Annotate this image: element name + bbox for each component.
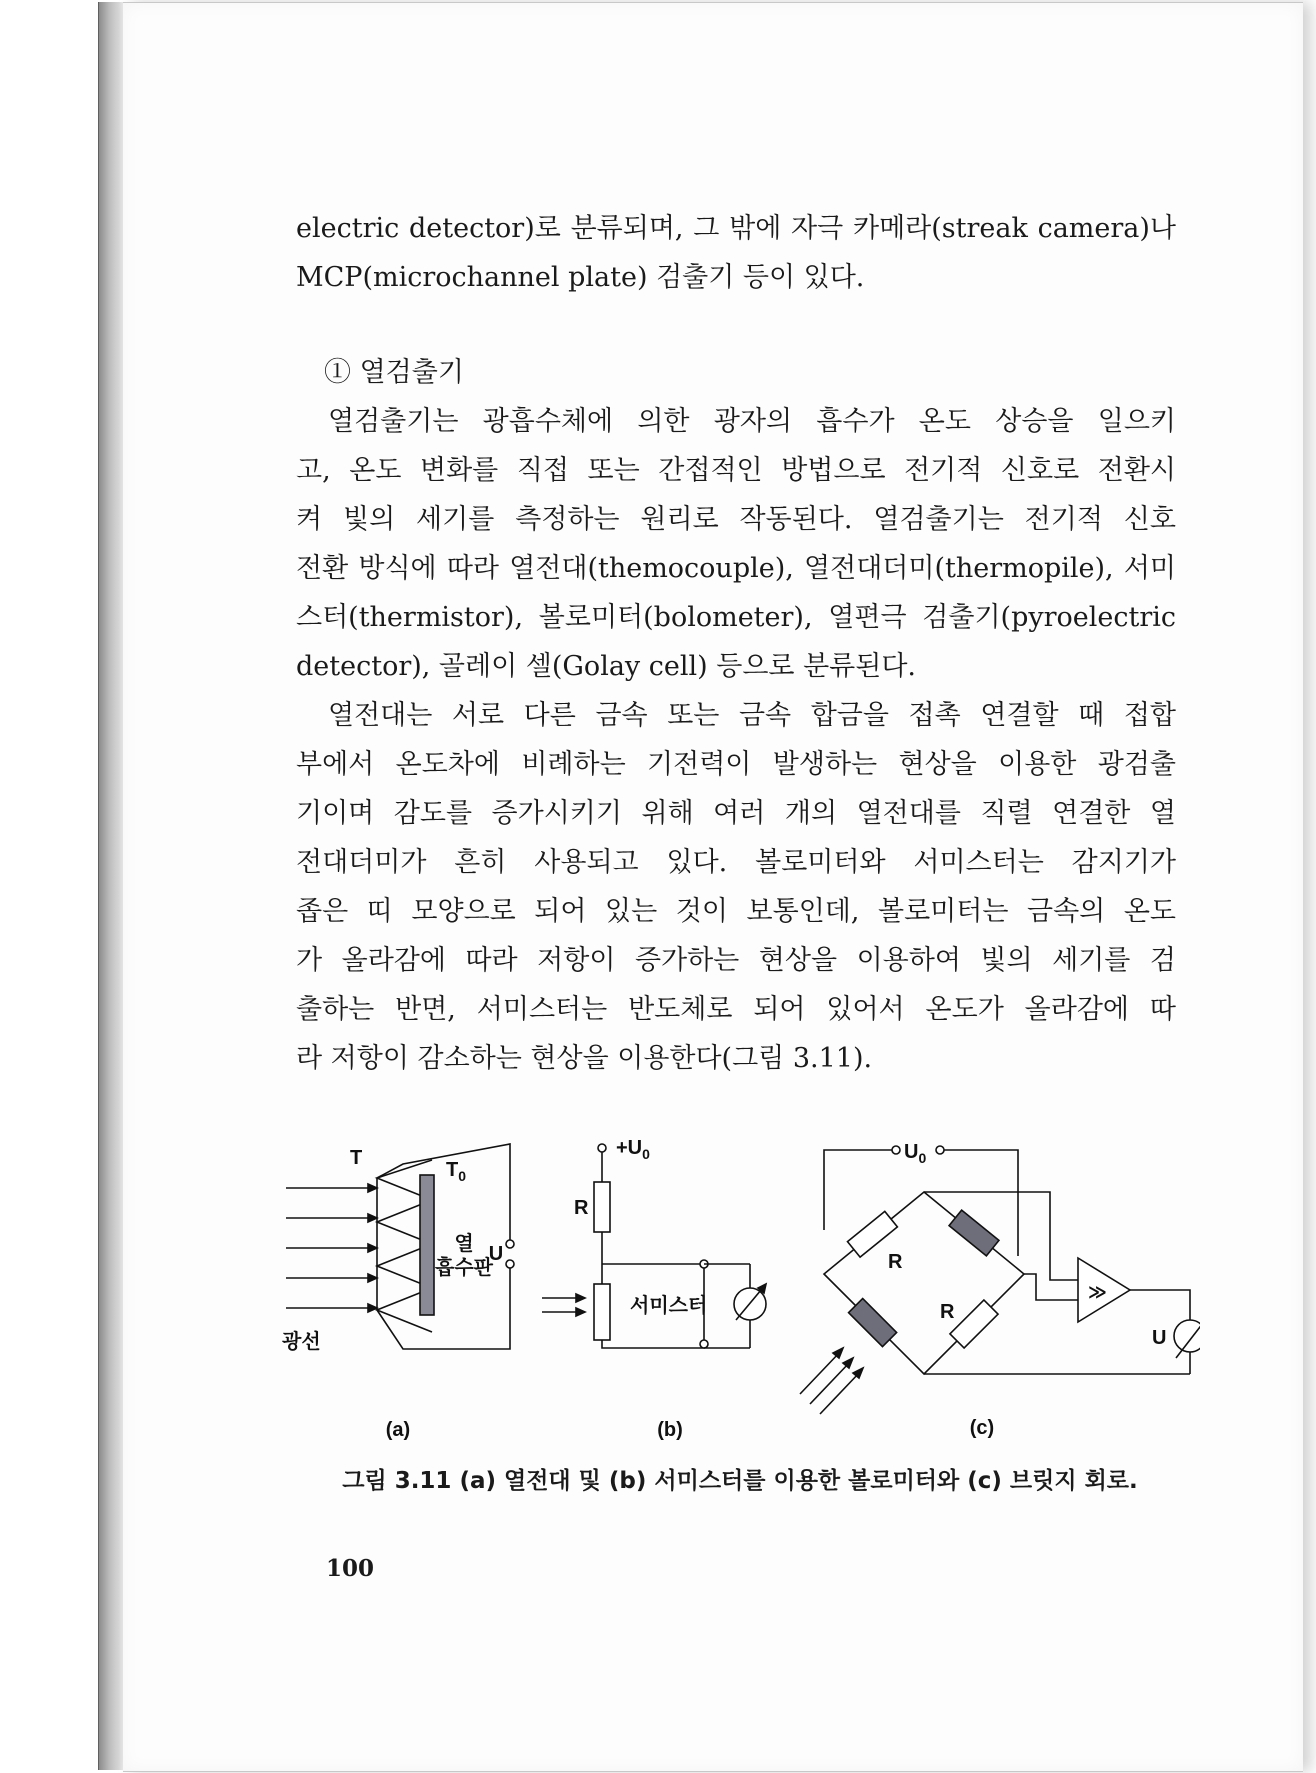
resistor-R-right bbox=[950, 1300, 998, 1348]
bridge-diamond bbox=[824, 1192, 1024, 1374]
label-U-a: U bbox=[488, 1243, 504, 1265]
text-line: 고, 온도 변화를 직접 또는 간접적인 방법으로 전기적 신호로 전환시 bbox=[296, 455, 1176, 486]
text-line: 켜 빛의 세기를 측정하는 원리로 작동된다. 열검출기는 전기적 신호 bbox=[296, 504, 1176, 535]
label-U-c: U bbox=[1152, 1327, 1167, 1349]
text-line: 전환 방식에 따라 열전대(themocouple), 열전대더미(thermopile), 서미 bbox=[296, 553, 1176, 584]
text-line: 전대더미가 흔히 사용되고 있다. 볼로미터와 서미스터는 감지기가 bbox=[296, 847, 1176, 878]
label-R-b: R bbox=[574, 1197, 589, 1219]
text-line: 열검출기는 광흡수체에 의한 광자의 흡수가 온도 상승을 일으키 bbox=[328, 406, 1176, 437]
page-number: 100 bbox=[326, 1555, 375, 1582]
text-line: 스터(thermistor), 볼로미터(bolometer), 열편극 검출기(pyroelectric bbox=[296, 602, 1176, 633]
label-T0: $T_0$ bbox=[446, 1159, 467, 1184]
label-absorber-line1: 열 bbox=[454, 1233, 474, 1255]
figure-c-bridge-circuit bbox=[800, 1141, 1200, 1439]
meter-c bbox=[1174, 1320, 1200, 1352]
label-absorber-line2: 흡수판 bbox=[435, 1257, 493, 1279]
label-R-top: R bbox=[888, 1251, 903, 1273]
absorber-plate bbox=[420, 1175, 434, 1315]
text-line: 기이며 감도를 증가시키기 위해 여러 개의 열전대를 직렬 연결한 열 bbox=[296, 798, 1176, 829]
text-line: 가 올라감에 따라 저항이 증가하는 현상을 이용하여 빛의 세기를 검 bbox=[296, 945, 1176, 976]
sensor-element-top bbox=[949, 1210, 999, 1256]
label-R-right: R bbox=[940, 1301, 955, 1323]
text-line: 좁은 띠 모양으로 되어 있는 것이 보통인데, 볼로미터는 금속의 온도 bbox=[296, 896, 1176, 927]
book-spine-edge bbox=[98, 2, 125, 1770]
figure-caption: 그림 3.11 (a) 열전대 및 (b) 서미스터를 이용한 볼로미터와 (c) 브릿지 회로. bbox=[342, 1468, 1138, 1494]
text-line: 라 저항이 감소하는 현상을 이용한다(그림 3.11). bbox=[296, 1043, 873, 1074]
section-thermal-detector bbox=[296, 348, 1176, 1083]
sensor-element-bottom bbox=[849, 1299, 897, 1347]
figure-b-thermistor-circuit bbox=[542, 1137, 766, 1441]
intro-paragraph bbox=[296, 204, 1176, 302]
text-line: 출하는 반면, 서미스터는 반도체로 되어 있어서 온도가 올라감에 따 bbox=[296, 994, 1176, 1025]
light-arrows-c bbox=[800, 1348, 863, 1414]
panel-label-c: (c) bbox=[969, 1417, 995, 1439]
text-line: electric detector)로 분류되며, 그 밖에 자극 카메라(streak camera)나 bbox=[296, 213, 1176, 244]
thermistor-element bbox=[594, 1284, 610, 1340]
figure-a-thermocouple bbox=[282, 1144, 514, 1441]
text-line: 부에서 온도차에 비례하는 기전력이 발생하는 현상을 이용한 광검출 bbox=[296, 749, 1176, 780]
panel-label-b: (b) bbox=[657, 1419, 683, 1441]
light-arrows bbox=[286, 1184, 377, 1312]
amplifier-symbol: ≫ bbox=[1088, 1282, 1107, 1302]
label-light: 광선 bbox=[282, 1331, 321, 1353]
label-thermistor: 서미스터 bbox=[630, 1295, 708, 1317]
section-heading: ① 열검출기 bbox=[324, 357, 464, 388]
resistor-R-b bbox=[594, 1182, 610, 1232]
figure-3-11 bbox=[280, 1132, 1200, 1472]
panel-label-a: (a) bbox=[385, 1419, 411, 1441]
text-line: MCP(microchannel plate) 검출기 등이 있다. bbox=[296, 262, 865, 293]
label-T: T bbox=[350, 1147, 363, 1169]
label-U0: $U_0$ bbox=[904, 1141, 927, 1166]
text-line: 열전대는 서로 다른 금속 또는 금속 합금을 접촉 연결할 때 접합 bbox=[328, 700, 1176, 731]
text-line: detector), 골레이 셀(Golay cell) 등으로 분류된다. bbox=[296, 651, 916, 682]
label-supply: $+U_0$ bbox=[616, 1137, 650, 1162]
